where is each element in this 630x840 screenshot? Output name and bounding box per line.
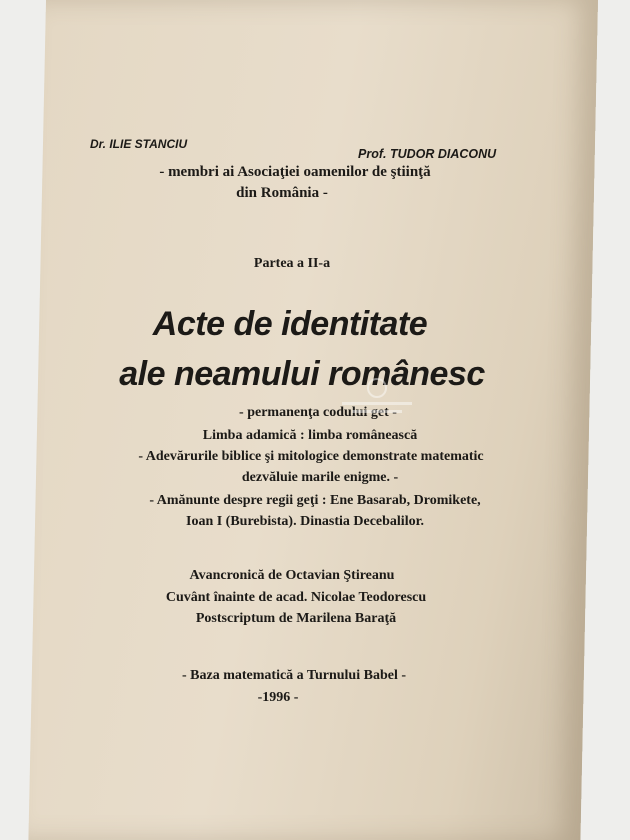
- subtitle-line-2: Limba adamică : limba românească: [202, 428, 418, 443]
- subtitle-line-4: dezvăluie marile enigme. -: [241, 470, 399, 485]
- credit-line-2: Cuvânt înainte de acad. Nicolae Teodorescu: [165, 590, 427, 605]
- subtitle-line-3: - Adevărurile biblice şi mitologice demonstrate matematic: [138, 449, 484, 464]
- credit-line-1: Avancronică de Octavian Ştireanu: [189, 568, 395, 583]
- part-label: Partea a II-a: [253, 256, 331, 271]
- association-line-2: din România -: [236, 185, 328, 201]
- book-title-line-1: Acte de identitate: [152, 305, 428, 343]
- book-title-line-2: ale neamului românesc: [119, 355, 485, 393]
- anticariat-logo-icon: [322, 376, 432, 426]
- subtitle-line-1: - permanenţa codului get -: [239, 405, 397, 420]
- association-line-1: - membri ai Asociaţiei oamenilor de ştiinţă: [159, 164, 431, 180]
- subtitle-line-6: Ioan I (Burebista). Dinastia Decebalilor.: [185, 514, 425, 529]
- author-right: Prof. TUDOR DIACONU: [358, 147, 497, 161]
- author-left: Dr. ILIE STANCIU: [90, 137, 188, 151]
- subtitle-line-5: - Amănunte despre regii geţi : Ene Basarab, Dromikete,: [149, 493, 481, 508]
- footer-year: -1996 -: [257, 690, 299, 705]
- credit-line-3: Postscriptum de Marilena Baraţă: [195, 611, 397, 626]
- footer-line-1: - Baza matematică a Turnului Babel -: [181, 668, 407, 683]
